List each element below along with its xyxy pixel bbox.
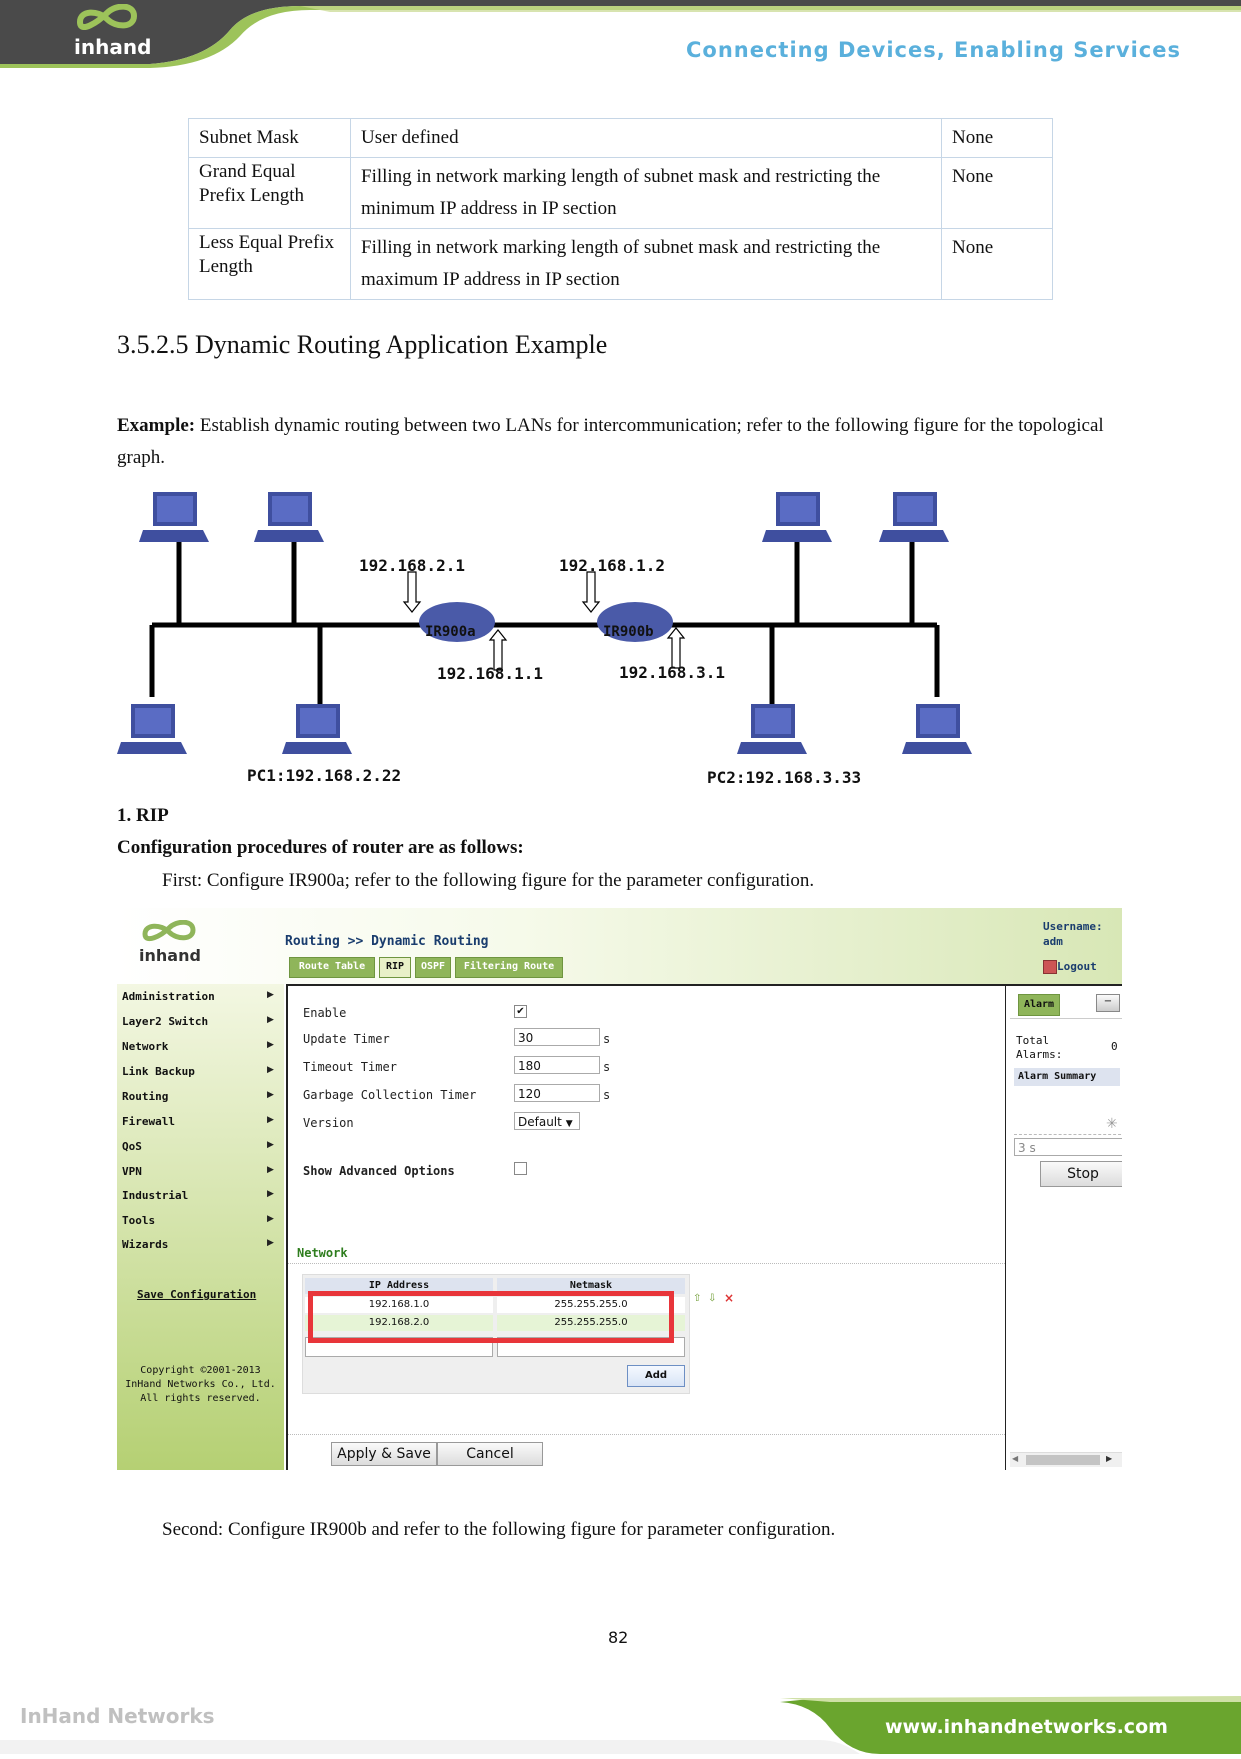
username-label: Username: xyxy=(1043,920,1103,933)
menu-vpn[interactable]: VPN xyxy=(122,1165,142,1178)
ip-label: 192.168.1.1 xyxy=(437,664,543,683)
menu-routing[interactable]: Routing xyxy=(122,1090,169,1103)
unit-label: s xyxy=(603,1032,611,1046)
router-ui-screenshot xyxy=(117,908,1122,1470)
update-timer-label: Update Timer xyxy=(303,1032,390,1046)
chevron-right-icon: ▶ xyxy=(267,1214,274,1224)
ip-label: 192.168.3.1 xyxy=(619,663,725,682)
param-default: None xyxy=(942,229,1053,300)
inhand-logo xyxy=(72,4,151,59)
example-paragraph xyxy=(117,410,1122,474)
menu-qos[interactable]: QoS xyxy=(122,1140,142,1153)
advanced-options-checkbox[interactable] xyxy=(514,1162,527,1175)
alarm-tab[interactable]: Alarm xyxy=(1018,994,1060,1016)
unit-label: s xyxy=(603,1060,611,1074)
param-name: Less Equal Prefix Length xyxy=(189,229,351,300)
ui-sidebar xyxy=(117,984,284,1470)
scroll-thumb[interactable] xyxy=(1026,1455,1100,1465)
dropdown-arrow-icon: ▼ xyxy=(565,1119,573,1129)
pc-icon xyxy=(254,490,324,550)
pc-icon xyxy=(117,702,187,762)
menu-link-backup[interactable]: Link Backup xyxy=(122,1065,195,1078)
menu-firewall[interactable]: Firewall xyxy=(122,1115,175,1128)
pc1-label: PC1:192.168.2.22 xyxy=(247,766,402,785)
footer-company: InHand Networks xyxy=(20,1704,215,1728)
chevron-right-icon: ▶ xyxy=(267,1015,274,1025)
version-label: Version xyxy=(303,1116,354,1130)
example-text: Establish dynamic routing between two LANs for intercommunication; refer to the following figure for the topological graph. xyxy=(117,415,1104,468)
copyright-line: All rights reserved. xyxy=(140,1393,261,1404)
garbage-timer-input[interactable]: 120 xyxy=(514,1084,600,1102)
router-label: IR900b xyxy=(603,624,654,640)
logout-icon xyxy=(1043,960,1057,974)
menu-industrial[interactable]: Industrial xyxy=(122,1189,189,1202)
chevron-right-icon: ▶ xyxy=(267,1090,274,1100)
pc-icon xyxy=(879,490,949,550)
param-description: Filling in network marking length of subnet mask and restricting the maximum IP address in IP section xyxy=(351,229,942,300)
pc-icon xyxy=(902,702,972,762)
tab-rip[interactable]: RIP xyxy=(379,957,411,978)
param-default: None xyxy=(942,158,1053,229)
param-table xyxy=(188,118,1053,300)
save-configuration-link[interactable]: Save Configuration xyxy=(137,1288,257,1301)
divider xyxy=(288,1263,1005,1264)
chevron-right-icon: ▶ xyxy=(267,1165,274,1175)
pc-icon xyxy=(737,702,807,762)
pc-icon xyxy=(139,490,209,550)
arrow-icon xyxy=(404,572,420,612)
alarm-panel xyxy=(1006,984,1122,1470)
param-description: Filling in network marking length of subnet mask and restricting the minimum IP address in IP section xyxy=(351,158,942,229)
column-header-ip: IP Address xyxy=(305,1278,493,1294)
tab-filtering-route[interactable]: Filtering Route xyxy=(455,957,563,978)
logout-label: Logout xyxy=(1057,960,1097,973)
first-step: First: Configure IR900a; refer to the following figure for the parameter configuration. xyxy=(162,870,815,891)
topology-diagram xyxy=(117,482,1122,787)
timeout-timer-label: Timeout Timer xyxy=(303,1060,397,1074)
pc-icon xyxy=(762,490,832,550)
update-timer-input[interactable]: 30 xyxy=(514,1028,600,1046)
menu-administration[interactable]: Administration xyxy=(122,990,215,1003)
unit-label: s xyxy=(603,1088,611,1102)
advanced-options-label: Show Advanced Options xyxy=(303,1164,455,1178)
minimize-icon[interactable]: − xyxy=(1096,994,1120,1012)
highlight-box xyxy=(308,1291,674,1343)
garbage-timer-label: Garbage Collection Timer xyxy=(303,1088,477,1102)
tab-route-table[interactable]: Route Table xyxy=(289,957,375,978)
alarm-summary-link[interactable]: Alarm Summary xyxy=(1014,1068,1120,1086)
timeout-timer-input[interactable]: 180 xyxy=(514,1056,600,1074)
menu-wizards[interactable]: Wizards xyxy=(122,1238,169,1251)
param-name: Grand Equal Prefix Length xyxy=(189,158,351,229)
second-step: Second: Configure IR900b and refer to the following figure for parameter configuration. xyxy=(162,1519,836,1540)
username-value: adm xyxy=(1043,935,1063,948)
ip-label: 192.168.2.1 xyxy=(359,556,465,575)
move-up-icon[interactable]: ⇧ xyxy=(693,1293,702,1304)
total-alarms-value: 0 xyxy=(1111,1040,1118,1053)
total-alarms-label: Total Alarms: xyxy=(1016,1034,1063,1061)
cancel-button[interactable]: Cancel xyxy=(437,1442,543,1466)
logout-link[interactable] xyxy=(1043,960,1097,974)
breadcrumb: Routing >> Dynamic Routing xyxy=(285,934,489,949)
copyright-line: InHand Networks Co., Ltd. xyxy=(125,1379,276,1390)
footer-url[interactable]: www.inhandnetworks.com xyxy=(885,1716,1168,1738)
param-table-wrapper xyxy=(188,118,1053,300)
section-heading: 3.5.2.5 Dynamic Routing Application Example xyxy=(117,330,608,359)
router-label: IR900a xyxy=(425,624,476,640)
copyright-line: Copyright ©2001-2013 xyxy=(140,1365,261,1376)
chevron-right-icon: ▶ xyxy=(267,1140,274,1150)
pc-icon xyxy=(282,702,352,762)
horizontal-scrollbar[interactable] xyxy=(1010,1452,1122,1467)
divider xyxy=(288,1434,1005,1435)
delete-icon[interactable]: × xyxy=(724,1291,735,1305)
rip-heading: 1. RIP xyxy=(117,805,169,826)
column-header-netmask: Netmask xyxy=(497,1278,685,1294)
tab-ospf[interactable]: OSPF xyxy=(415,957,451,978)
version-value: Default xyxy=(518,1115,562,1129)
divider xyxy=(1014,1134,1122,1135)
table-row xyxy=(189,158,1053,229)
param-name: Subnet Mask xyxy=(189,119,351,158)
example-label: Example: xyxy=(117,415,196,436)
pc2-label: PC2:192.168.3.33 xyxy=(707,768,862,787)
menu-tools[interactable]: Tools xyxy=(122,1214,156,1227)
refresh-interval-input[interactable]: 3 s xyxy=(1014,1138,1122,1156)
arrow-icon xyxy=(583,572,599,612)
ui-topbar xyxy=(117,908,1122,984)
scroll-right-icon[interactable]: ▶ xyxy=(1106,1454,1113,1463)
logo-mark-icon xyxy=(72,4,142,34)
rip-config-panel xyxy=(286,984,1007,1470)
ui-logo-text: inhand xyxy=(139,946,201,965)
chevron-right-icon: ▶ xyxy=(267,1189,274,1199)
divider xyxy=(1010,1018,1122,1019)
table-row xyxy=(189,229,1053,300)
page-number: 82 xyxy=(608,1628,629,1647)
logo-mark-icon xyxy=(139,920,199,944)
ip-label: 192.168.1.2 xyxy=(559,556,665,575)
param-default: None xyxy=(942,119,1053,158)
copyright xyxy=(117,1364,284,1406)
menu-layer2-switch[interactable]: Layer2 Switch xyxy=(122,1015,209,1028)
version-select[interactable] xyxy=(514,1112,580,1130)
header-tagline: Connecting Devices, Enabling Services xyxy=(686,38,1181,62)
ui-logo xyxy=(139,920,201,965)
chevron-right-icon: ▶ xyxy=(267,1065,274,1075)
chevron-right-icon: ▶ xyxy=(267,1040,274,1050)
config-heading: Configuration procedures of router are as follows: xyxy=(117,837,524,858)
table-cell: 255.255.255.0 xyxy=(497,1315,685,1331)
stop-button[interactable]: Stop xyxy=(1040,1161,1122,1187)
arrow-icon xyxy=(668,628,684,668)
enable-checkbox[interactable]: ✔ xyxy=(514,1005,527,1018)
move-down-icon[interactable]: ⇩ xyxy=(708,1293,717,1304)
add-button[interactable]: Add xyxy=(627,1365,685,1387)
param-description: User defined xyxy=(351,119,942,158)
apply-save-button[interactable]: Apply & Save xyxy=(331,1442,437,1466)
network-title: Network xyxy=(297,1246,348,1260)
loading-spinner-icon: ✳ xyxy=(1106,1116,1118,1132)
table-row xyxy=(189,119,1053,158)
table-cell: 255.255.255.0 xyxy=(497,1297,685,1313)
chevron-right-icon: ▶ xyxy=(267,990,274,1000)
enable-label: Enable xyxy=(303,1006,347,1020)
logo-text: inhand xyxy=(74,35,152,59)
scroll-left-icon[interactable]: ◀ xyxy=(1012,1454,1019,1463)
table-cell: 192.168.2.0 xyxy=(305,1315,493,1331)
menu-network[interactable]: Network xyxy=(122,1040,169,1053)
chevron-right-icon: ▶ xyxy=(267,1238,274,1248)
table-cell: 192.168.1.0 xyxy=(305,1297,493,1313)
chevron-right-icon: ▶ xyxy=(267,1115,274,1125)
